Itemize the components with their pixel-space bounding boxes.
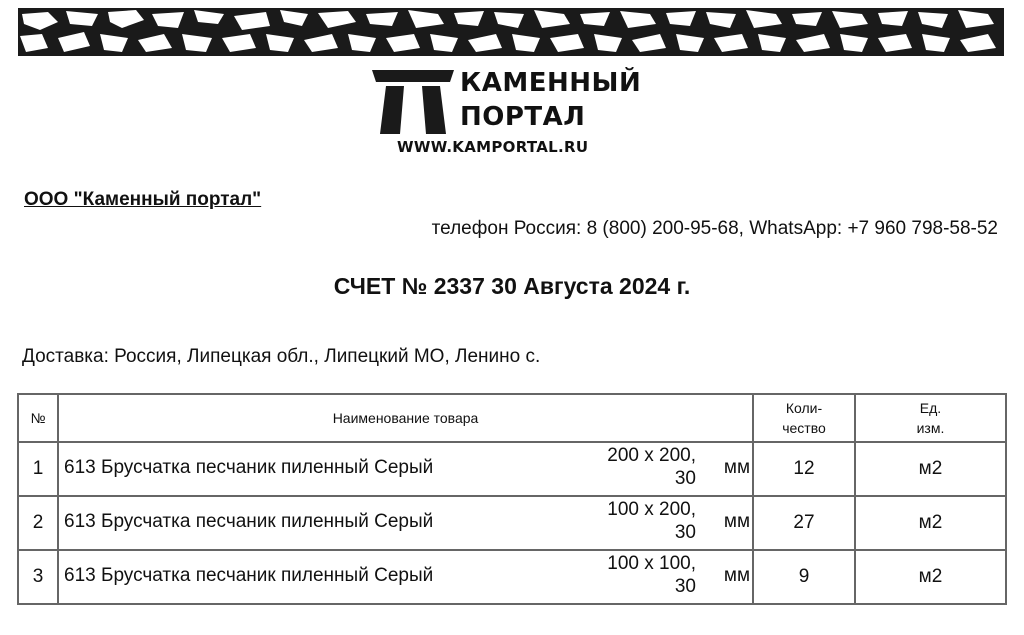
product-name: 613 Брусчатка песчаник пиленный Серый bbox=[64, 457, 434, 478]
product-name: 613 Брусчатка песчаник пиленный Серый bbox=[64, 565, 434, 586]
header-num: № bbox=[18, 394, 58, 442]
row-product bbox=[58, 442, 753, 496]
row-unit: м2 bbox=[855, 550, 1006, 604]
header-qty-line1: Коли- bbox=[785, 400, 823, 416]
row-num: 1 bbox=[18, 442, 58, 496]
row-product bbox=[58, 496, 753, 550]
product-size bbox=[576, 498, 696, 544]
row-product bbox=[58, 550, 753, 604]
product-size-unit: мм bbox=[723, 457, 750, 478]
header-qty-line2: чество bbox=[782, 420, 826, 436]
row-num: 3 bbox=[18, 550, 58, 604]
logo-text-line2: ПОРТАЛ bbox=[460, 102, 586, 132]
delivery-address: Доставка: Россия, Липецкая обл., Липецкий МО, Ленино с. bbox=[22, 346, 541, 367]
row-quantity: 27 bbox=[753, 496, 855, 550]
row-unit: м2 bbox=[855, 442, 1006, 496]
company-logo bbox=[370, 68, 660, 160]
row-unit: м2 bbox=[855, 496, 1006, 550]
row-quantity: 9 bbox=[753, 550, 855, 604]
header-unit bbox=[855, 394, 1006, 442]
product-size bbox=[576, 444, 696, 490]
header-name: Наименование товара bbox=[58, 394, 753, 442]
product-size-line2: 30 bbox=[674, 522, 696, 543]
product-size-line1: 100 x 200, bbox=[607, 499, 696, 520]
header-qty bbox=[753, 394, 855, 442]
invoice-items-table bbox=[17, 393, 1007, 605]
logo-website-url: WWW.KAMPORTAL.RU bbox=[397, 138, 589, 156]
product-size-unit: мм bbox=[723, 511, 750, 532]
product-size-line1: 200 x 200, bbox=[607, 445, 696, 466]
header-unit-line1: Ед. bbox=[919, 400, 942, 416]
table-row bbox=[18, 442, 1006, 496]
product-size-line1: 100 x 100, bbox=[607, 553, 696, 574]
stone-pattern-banner bbox=[18, 8, 1004, 56]
row-quantity: 12 bbox=[753, 442, 855, 496]
table-row bbox=[18, 496, 1006, 550]
logo-text-line1: КАМЕННЫЙ bbox=[460, 68, 642, 98]
header-unit-line2: изм. bbox=[916, 420, 945, 436]
invoice-title: СЧЕТ № 2337 30 Августа 2024 г. bbox=[333, 273, 691, 299]
product-size-line2: 30 bbox=[674, 468, 696, 489]
portal-logo-icon bbox=[370, 68, 456, 136]
contact-phone-line: телефон Россия: 8 (800) 200-95-68, WhatsApp: +7 960 798-58-52 bbox=[431, 218, 998, 239]
table-header-row bbox=[18, 394, 1006, 442]
product-name: 613 Брусчатка песчаник пиленный Серый bbox=[64, 511, 434, 532]
company-name: ООО "Каменный портал" bbox=[24, 189, 262, 210]
product-size-unit: мм bbox=[723, 565, 750, 586]
table-row bbox=[18, 550, 1006, 604]
row-num: 2 bbox=[18, 496, 58, 550]
product-size-line2: 30 bbox=[674, 576, 696, 597]
product-size bbox=[576, 552, 696, 598]
